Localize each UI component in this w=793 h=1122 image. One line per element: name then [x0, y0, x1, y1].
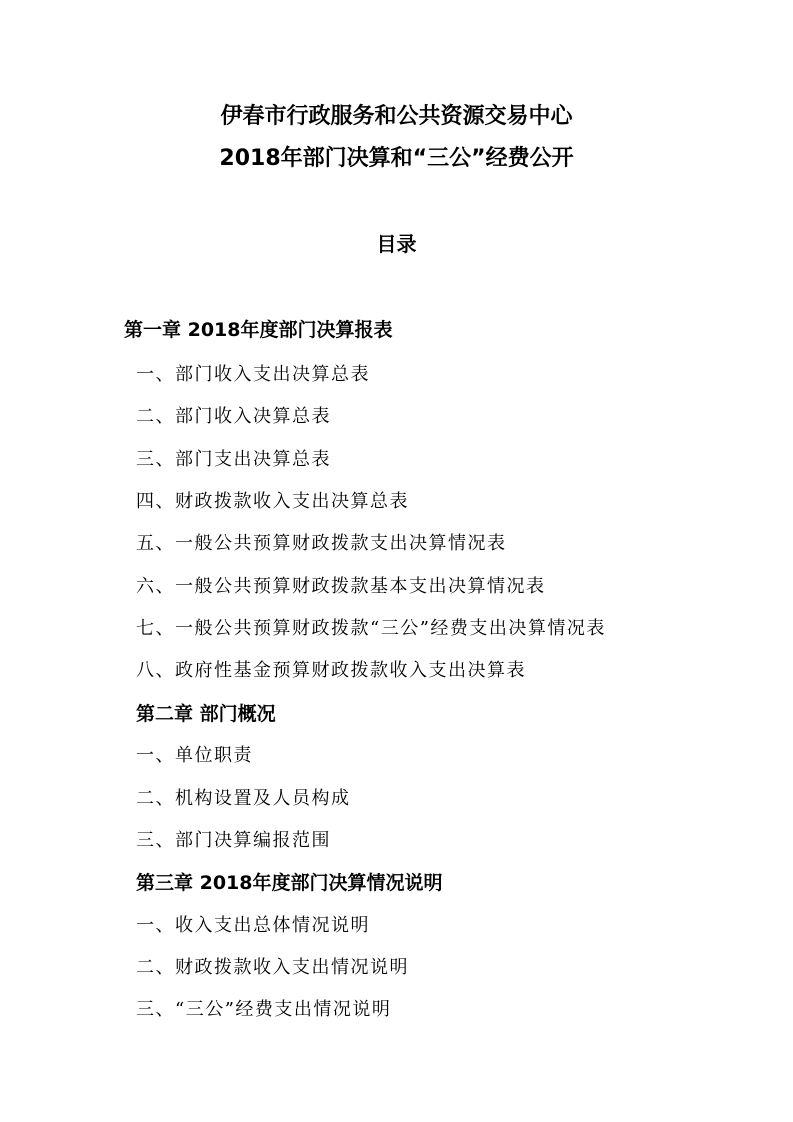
toc-entry: 七、一般公共预算财政拨款“三公”经费支出决算情况表	[136, 618, 606, 639]
document-title-line-1: 伊春市行政服务和公共资源交易中心	[220, 104, 573, 129]
chapter-3-heading: 第三章 2018年度部门决算情况说明	[136, 872, 443, 894]
toc-entry: 三、部门支出决算总表	[136, 449, 331, 470]
toc-entry: 一、单位职责	[136, 745, 253, 766]
toc-heading: 目录	[376, 232, 417, 256]
toc-entry: 二、财政拨款收入支出情况说明	[136, 957, 409, 978]
toc-entry: 四、财政拨款收入支出决算总表	[136, 491, 409, 512]
toc-entry: 八、政府性基金预算财政拨款收入支出决算表	[136, 660, 526, 681]
toc-entry: 三、“三公”经费支出情况说明	[136, 999, 392, 1020]
chapter-1-heading: 第一章 2018年度部门决算报表	[124, 319, 393, 341]
toc-entry: 二、部门收入决算总表	[136, 406, 331, 427]
toc-entry: 六、一般公共预算财政拨款基本支出决算情况表	[136, 576, 546, 597]
document-title-line-2: 2018年部门决算和“三公”经费公开	[219, 146, 574, 171]
toc-entry: 一、部门收入支出决算总表	[136, 364, 370, 385]
toc-entry: 二、机构设置及人员构成	[136, 788, 351, 809]
toc-entry: 五、一般公共预算财政拨款支出决算情况表	[136, 533, 507, 554]
toc-entry: 三、部门决算编报范围	[136, 830, 331, 851]
chapter-2-heading: 第二章 部门概况	[136, 703, 276, 725]
toc-entry: 一、收入支出总体情况说明	[136, 915, 370, 936]
